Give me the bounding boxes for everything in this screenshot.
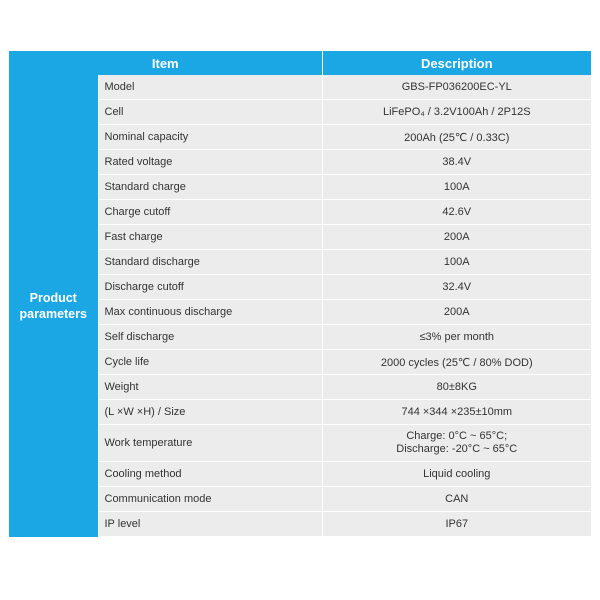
row-description: 38.4V bbox=[322, 150, 591, 175]
row-description: 32.4V bbox=[322, 275, 591, 300]
row-item: Rated voltage bbox=[98, 150, 322, 175]
row-item: Nominal capacity bbox=[98, 125, 322, 150]
row-description: 200A bbox=[322, 300, 591, 325]
row-item: Cycle life bbox=[98, 350, 322, 375]
row-description: 200A bbox=[322, 225, 591, 250]
row-item: Charge cutoff bbox=[98, 200, 322, 225]
row-description-line1: Charge: 0°C ~ 65°C; bbox=[406, 430, 508, 442]
row-item: (L ×W ×H) / Size bbox=[98, 400, 322, 425]
row-description-line2: Discharge: -20°C ~ 65°C bbox=[396, 443, 518, 455]
row-description: 200Ah (25℃ / 0.33C) bbox=[322, 125, 591, 150]
group-label bbox=[9, 75, 98, 537]
header-item: Item bbox=[9, 51, 322, 75]
row-description: 2000 cycles (25℃ / 80% DOD) bbox=[322, 350, 591, 375]
row-description: 42.6V bbox=[322, 200, 591, 225]
row-item: Standard discharge bbox=[98, 250, 322, 275]
table-row bbox=[9, 75, 591, 100]
row-description: 80±8KG bbox=[322, 375, 591, 400]
row-item: IP level bbox=[98, 512, 322, 537]
row-description: GBS-FP036200EC-YL bbox=[322, 75, 591, 100]
row-item: Work temperature bbox=[98, 425, 322, 462]
row-description: Liquid cooling bbox=[322, 462, 591, 487]
row-item: Cell bbox=[98, 100, 322, 125]
row-item: Max continuous discharge bbox=[98, 300, 322, 325]
row-description: 744 ×344 ×235±10mm bbox=[322, 400, 591, 425]
header-description: Description bbox=[322, 51, 591, 75]
row-description: IP67 bbox=[322, 512, 591, 537]
row-item: Fast charge bbox=[98, 225, 322, 250]
row-description: 100A bbox=[322, 175, 591, 200]
row-item: Communication mode bbox=[98, 487, 322, 512]
group-label-line2: parameters bbox=[19, 306, 87, 321]
row-item: Model bbox=[98, 75, 322, 100]
row-description bbox=[322, 425, 591, 462]
row-item: Self discharge bbox=[98, 325, 322, 350]
row-item: Standard charge bbox=[98, 175, 322, 200]
row-description: 100A bbox=[322, 250, 591, 275]
group-label-line1: Product bbox=[29, 290, 77, 305]
table-header-row bbox=[9, 51, 591, 75]
row-description: LiFePO₄ / 3.2V100Ah / 2P12S bbox=[322, 100, 591, 125]
row-description: CAN bbox=[322, 487, 591, 512]
row-item: Weight bbox=[98, 375, 322, 400]
row-item: Cooling method bbox=[98, 462, 322, 487]
row-item: Discharge cutoff bbox=[98, 275, 322, 300]
product-parameters-table bbox=[9, 51, 591, 537]
row-description: ≤3% per month bbox=[322, 325, 591, 350]
